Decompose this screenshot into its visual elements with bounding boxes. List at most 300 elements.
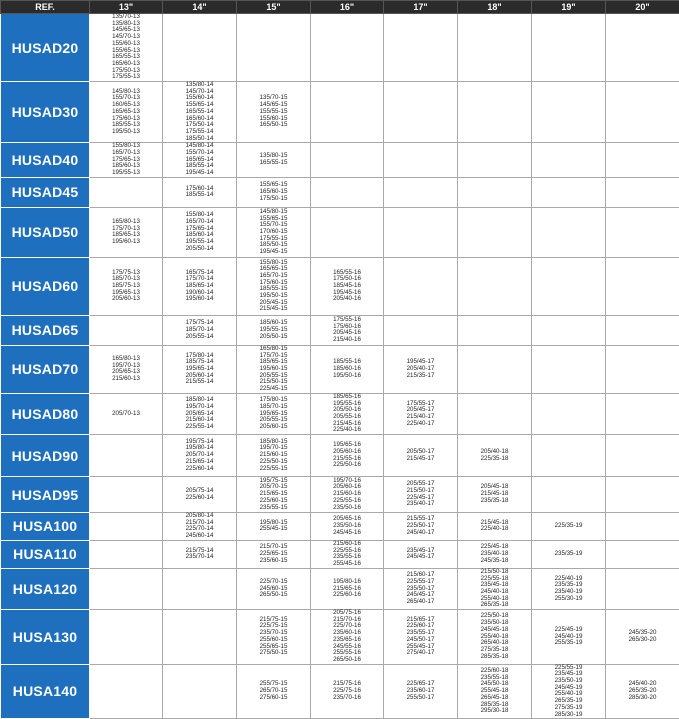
size-cell — [458, 345, 532, 393]
tire-size: 235/60-16 — [311, 630, 383, 637]
tire-size: 265/35-20 — [606, 688, 679, 695]
size-cell — [606, 540, 679, 568]
tire-size: 185/60-13 — [90, 163, 162, 170]
tire-size: 235/45-17 — [384, 548, 457, 555]
size-cell — [532, 207, 606, 257]
tire-size: 225/55-14 — [163, 424, 236, 431]
tire-size: 215/35-17 — [384, 373, 457, 380]
size-column-header: 16" — [311, 1, 384, 14]
size-cell — [237, 393, 311, 434]
tire-size: 195/65-14 — [163, 366, 236, 373]
tire-size: 255/30-19 — [532, 596, 605, 603]
tire-size: 175/55-16 — [311, 317, 383, 324]
tire-size: 275/40-17 — [384, 650, 457, 657]
tire-size: 165/60-15 — [237, 189, 310, 196]
tire-size: 165/55-13 — [90, 54, 162, 61]
tire-size: 195/75-15 — [237, 478, 310, 485]
tire-size: 155/60-15 — [237, 116, 310, 123]
tire-size: 225/40-17 — [384, 421, 457, 428]
tire-size: 265/35-18 — [458, 602, 531, 609]
tire-size: 205/60-16 — [311, 484, 383, 491]
size-cell — [90, 82, 163, 143]
tire-size: 165/80-13 — [90, 356, 162, 363]
tire-size: 205/65-14 — [163, 411, 236, 418]
tire-size: 185/45-16 — [311, 283, 383, 290]
size-cell — [532, 82, 606, 143]
tire-size: 245/40-20 — [606, 681, 679, 688]
tire-size: 205/70-13 — [90, 411, 162, 418]
tire-size: 175/65-14 — [163, 226, 236, 233]
tire-size: 165/70-13 — [90, 150, 162, 157]
tire-size: 185/80-15 — [237, 439, 310, 446]
size-cell — [311, 345, 384, 393]
chart-body — [1, 14, 679, 719]
tire-size: 275/35-19 — [532, 705, 605, 712]
tire-size: 225/40-19 — [532, 576, 605, 583]
size-cell — [163, 540, 237, 568]
tire-size: 225/45-15 — [237, 386, 310, 393]
tire-size: 235/60-17 — [384, 688, 457, 695]
tire-size: 235/35-19 — [532, 551, 605, 558]
tire-size: 225/50-16 — [311, 462, 383, 469]
size-cell — [311, 664, 384, 719]
tire-size: 265/40-17 — [384, 599, 457, 606]
size-cell — [458, 14, 532, 82]
size-cell — [237, 513, 311, 541]
tire-size: 175/70-15 — [237, 353, 310, 360]
tire-size: 175/55-14 — [163, 129, 236, 136]
tire-size: 175/70-14 — [163, 276, 236, 283]
tire-size: 145/70-13 — [90, 34, 162, 41]
tire-size: 205/55-17 — [384, 481, 457, 488]
size-cell — [532, 177, 606, 207]
tire-size: 195/50-16 — [311, 373, 383, 380]
tire-size: 235/65-16 — [311, 637, 383, 644]
tire-size: 175/55-17 — [384, 401, 457, 408]
tire-size: 215/40-16 — [311, 337, 383, 344]
tire-size: 225/55-16 — [311, 548, 383, 555]
tire-size: 205/65-13 — [90, 369, 162, 376]
tire-size: 205/70-14 — [163, 452, 236, 459]
tire-size: 215/45-18 — [458, 520, 531, 527]
tire-size: 215/60-17 — [384, 572, 457, 579]
tire-size: 195/70-16 — [311, 478, 383, 485]
tire-size: 255/65-15 — [237, 644, 310, 651]
tire-size: 235/60-15 — [237, 558, 310, 565]
tire-size: 215/45-18 — [458, 491, 531, 498]
tire-size: 185/55-13 — [90, 122, 162, 129]
tire-size: 205/55-16 — [311, 414, 383, 421]
tire-size: 185/75-13 — [90, 283, 162, 290]
tire-size: 265/50-15 — [237, 592, 310, 599]
tire-size: 165/65-14 — [163, 157, 236, 164]
table-row — [1, 540, 679, 568]
size-cell — [163, 568, 237, 609]
tire-size: 215/60-16 — [311, 541, 383, 548]
tire-size: 205/50-14 — [163, 246, 236, 253]
size-cell — [384, 177, 458, 207]
size-cell — [532, 393, 606, 434]
tire-size: 245/45-17 — [384, 592, 457, 599]
size-cell — [606, 664, 679, 719]
table-row — [1, 477, 679, 513]
tire-size: 245/60-15 — [237, 586, 310, 593]
tire-size: 175/75-13 — [90, 270, 162, 277]
tire-size: 245/35-20 — [606, 630, 679, 637]
tire-size: 205/55-14 — [163, 334, 236, 341]
tire-size: 205/60-15 — [237, 424, 310, 431]
tire-size: 235/40-18 — [458, 551, 531, 558]
tire-size: 185/65-15 — [237, 359, 310, 366]
size-cell — [90, 540, 163, 568]
size-cell — [384, 540, 458, 568]
tire-size: 225/55-16 — [311, 498, 383, 505]
tire-size: 135/70-13 — [90, 14, 162, 21]
ref-code: HUSA120 — [1, 568, 90, 609]
tire-size: 185/65-13 — [90, 232, 162, 239]
size-cell — [237, 345, 311, 393]
size-cell — [90, 513, 163, 541]
tire-size: 205/80-14 — [163, 513, 236, 520]
size-cell — [384, 610, 458, 665]
tire-size: 215/55-16 — [311, 456, 383, 463]
ref-code: HUSAD50 — [1, 207, 90, 257]
size-cell — [163, 177, 237, 207]
tire-size: 205/50-16 — [311, 407, 383, 414]
tire-size: 155/60-14 — [163, 95, 236, 102]
size-cell — [163, 664, 237, 719]
size-cell — [90, 257, 163, 315]
tire-size: 165/55-14 — [163, 109, 236, 116]
tire-size: 235/45-19 — [532, 671, 605, 678]
tire-size: 170/60-15 — [237, 229, 310, 236]
ref-code: HUSA100 — [1, 513, 90, 541]
tire-size: 205/75-16 — [311, 610, 383, 617]
tire-size: 295/30-18 — [458, 708, 531, 715]
size-cell — [458, 540, 532, 568]
size-cell — [237, 540, 311, 568]
tire-size: 225/45-19 — [532, 627, 605, 634]
tire-size: 175/50-14 — [163, 122, 236, 129]
tire-size: 195/80-15 — [237, 520, 310, 527]
size-cell — [90, 477, 163, 513]
tire-size: 235/40-19 — [532, 589, 605, 596]
tire-size: 225/75-15 — [237, 623, 310, 630]
tire-size: 215/45-16 — [311, 421, 383, 428]
tire-size: 225/50-17 — [384, 523, 457, 530]
tire-size: 195/70-14 — [163, 404, 236, 411]
tire-size: 175/70-13 — [90, 226, 162, 233]
ref-code: HUSAD60 — [1, 257, 90, 315]
size-cell — [237, 477, 311, 513]
tire-size: 135/80-13 — [90, 21, 162, 28]
size-cell — [237, 315, 311, 345]
size-cell — [606, 315, 679, 345]
tire-size: 235/55-15 — [237, 505, 310, 512]
size-cell — [237, 610, 311, 665]
tire-size: 225/70-16 — [311, 623, 383, 630]
size-cell — [237, 82, 311, 143]
size-cell — [384, 513, 458, 541]
tire-size: 225/70-14 — [163, 526, 236, 533]
tire-size: 225/55-17 — [384, 579, 457, 586]
tire-size: 155/70-14 — [163, 150, 236, 157]
tire-size: 235/70-16 — [311, 695, 383, 702]
tire-size: 205/40-17 — [384, 366, 457, 373]
tire-size: 285/30-20 — [606, 695, 679, 702]
table-row — [1, 664, 679, 719]
size-cell — [237, 14, 311, 82]
size-cell — [532, 664, 606, 719]
tire-size: 255/60-15 — [237, 637, 310, 644]
tire-size: 175/50-13 — [90, 68, 162, 75]
tire-size: 185/55-14 — [163, 163, 236, 170]
tire-size: 225/55-19 — [532, 665, 605, 672]
size-cell — [90, 14, 163, 82]
tire-size: 160/65-13 — [90, 102, 162, 109]
tire-size: 215/75-16 — [311, 681, 383, 688]
tire-size: 225/45-17 — [384, 495, 457, 502]
tire-size: 235/55-17 — [384, 630, 457, 637]
tire-size: 225/40-18 — [458, 526, 531, 533]
tire-size: 235/50-18 — [458, 620, 531, 627]
tire-size: 255/40-18 — [458, 596, 531, 603]
tire-size: 245/45-16 — [311, 530, 383, 537]
tire-size: 165/65-15 — [237, 266, 310, 273]
size-cell — [311, 435, 384, 477]
tire-size: 185/80-14 — [163, 397, 236, 404]
tire-size: 205/50-17 — [384, 449, 457, 456]
ref-code: HUSAD40 — [1, 143, 90, 178]
tire-size: 235/35-19 — [532, 582, 605, 589]
tire-size: 175/60-16 — [311, 324, 383, 331]
size-cell — [532, 345, 606, 393]
tire-size: 225/50-18 — [458, 613, 531, 620]
table-row — [1, 14, 679, 82]
tire-size: 245/40-17 — [384, 530, 457, 537]
tire-size: 195/55-16 — [311, 401, 383, 408]
tire-size: 185/50-15 — [237, 242, 310, 249]
size-cell — [163, 82, 237, 143]
tire-size: 205/50-15 — [237, 334, 310, 341]
tire-size: 225/55-18 — [458, 576, 531, 583]
size-cell — [532, 477, 606, 513]
tire-size: 225/65-15 — [237, 551, 310, 558]
size-cell — [384, 477, 458, 513]
size-cell — [163, 393, 237, 434]
size-column-header: 20" — [606, 1, 679, 14]
size-cell — [384, 435, 458, 477]
size-cell — [532, 435, 606, 477]
size-cell — [606, 82, 679, 143]
size-cell — [90, 435, 163, 477]
tire-size: 205/70-15 — [237, 484, 310, 491]
tire-size: 195/80-16 — [311, 579, 383, 586]
tire-size: 215/75-14 — [163, 548, 236, 555]
tire-size: 215/60-15 — [237, 452, 310, 459]
tire-size: 185/60-15 — [237, 320, 310, 327]
tire-size: 235/70-15 — [237, 630, 310, 637]
tire-size: 215/55-17 — [384, 516, 457, 523]
ref-code: HUSAD20 — [1, 14, 90, 82]
tire-size: 255/75-15 — [237, 681, 310, 688]
tire-size: 145/80-15 — [237, 209, 310, 216]
tire-size: 185/55-15 — [237, 286, 310, 293]
table-row — [1, 143, 679, 178]
ref-column-header: REF. — [1, 1, 90, 14]
tire-size: 155/80-15 — [237, 260, 310, 267]
tire-size: 145/80-13 — [90, 89, 162, 96]
tire-size: 205/60-14 — [163, 373, 236, 380]
size-cell — [384, 568, 458, 609]
tire-size: 225/35-19 — [532, 523, 605, 530]
table-row — [1, 177, 679, 207]
tire-size: 235/50-16 — [311, 523, 383, 530]
tire-size: 265/40-18 — [458, 640, 531, 647]
tire-size: 185/70-13 — [90, 276, 162, 283]
tire-size: 185/50-14 — [163, 136, 236, 143]
size-cell — [163, 14, 237, 82]
tire-size: 195/80-14 — [163, 445, 236, 452]
size-cell — [532, 143, 606, 178]
size-column-header: 15" — [237, 1, 311, 14]
size-cell — [532, 315, 606, 345]
tire-size: 225/60-16 — [311, 592, 383, 599]
tire-size: 215/50-18 — [458, 569, 531, 576]
tire-size: 215/70-15 — [237, 544, 310, 551]
tire-size: 205/65-16 — [311, 516, 383, 523]
tire-size: 195/60-13 — [90, 239, 162, 246]
size-cell — [237, 177, 311, 207]
tire-size: 135/70-15 — [237, 95, 310, 102]
size-cell — [458, 143, 532, 178]
ref-code: HUSA140 — [1, 664, 90, 719]
size-cell — [311, 14, 384, 82]
tire-size: 195/70-15 — [237, 445, 310, 452]
tire-size: 215/65-17 — [384, 617, 457, 624]
tire-size: 255/45-16 — [311, 561, 383, 568]
tire-size: 185/55-14 — [163, 192, 236, 199]
ref-code: HUSAD45 — [1, 177, 90, 207]
tire-size: 225/60-14 — [163, 495, 236, 502]
size-cell — [606, 207, 679, 257]
tire-size: 175/50-15 — [237, 196, 310, 203]
tire-size: 265/45-18 — [458, 695, 531, 702]
tire-size: 195/55-13 — [90, 170, 162, 177]
tire-size: 155/70-15 — [237, 222, 310, 229]
tire-size: 135/80-15 — [237, 153, 310, 160]
tire-size: 225/35-18 — [458, 456, 531, 463]
tire-size: 235/50-16 — [311, 505, 383, 512]
header-row — [1, 1, 679, 14]
tire-size: 235/55-16 — [311, 554, 383, 561]
size-cell — [311, 82, 384, 143]
size-cell — [163, 345, 237, 393]
tire-size: 195/65-13 — [90, 290, 162, 297]
tire-size: 265/70-15 — [237, 688, 310, 695]
size-cell — [237, 207, 311, 257]
tire-size: 205/55-15 — [237, 417, 310, 424]
size-cell — [606, 513, 679, 541]
size-cell — [606, 345, 679, 393]
size-cell — [163, 257, 237, 315]
tire-size: 185/60-16 — [311, 366, 383, 373]
tire-size: 215/60-14 — [163, 417, 236, 424]
size-cell — [384, 664, 458, 719]
ref-code: HUSAD65 — [1, 315, 90, 345]
tire-size: 255/55-16 — [311, 650, 383, 657]
size-cell — [458, 393, 532, 434]
tire-size: 175/60-13 — [90, 116, 162, 123]
tire-size: 235/55-18 — [458, 675, 531, 682]
tire-size: 265/35-19 — [532, 698, 605, 705]
size-cell — [532, 14, 606, 82]
size-cell — [458, 315, 532, 345]
tire-size: 255/40-18 — [458, 634, 531, 641]
tire-size: 185/55-16 — [311, 359, 383, 366]
tire-size: 255/45-15 — [237, 526, 310, 533]
tire-size: 225/60-14 — [163, 466, 236, 473]
tire-size: 175/60-14 — [163, 186, 236, 193]
size-cell — [532, 610, 606, 665]
ref-code: HUSAD30 — [1, 82, 90, 143]
size-cell — [311, 513, 384, 541]
tire-size: 255/40-19 — [532, 691, 605, 698]
size-cell — [311, 315, 384, 345]
size-cell — [311, 393, 384, 434]
size-cell — [90, 207, 163, 257]
tire-size: 245/45-19 — [532, 685, 605, 692]
size-cell — [384, 345, 458, 393]
tire-size: 225/55-15 — [237, 466, 310, 473]
tire-size: 135/80-14 — [163, 82, 236, 89]
table-row — [1, 568, 679, 609]
size-cell — [606, 14, 679, 82]
tire-size: 205/45-18 — [458, 484, 531, 491]
tire-size: 215/60-13 — [90, 376, 162, 383]
tire-size: 195/60-15 — [237, 366, 310, 373]
tire-size: 195/45-16 — [311, 290, 383, 297]
tire-size: 245/50-18 — [458, 681, 531, 688]
size-cell — [311, 477, 384, 513]
tire-size: 255/45-18 — [458, 688, 531, 695]
size-cell — [458, 207, 532, 257]
table-row — [1, 610, 679, 665]
table-row — [1, 435, 679, 477]
tire-size: 155/80-14 — [163, 212, 236, 219]
tire-size: 175/50-16 — [311, 276, 383, 283]
size-cell — [311, 568, 384, 609]
size-column-header: 14" — [163, 1, 237, 14]
size-cell — [311, 610, 384, 665]
tire-size: 195/65-16 — [311, 442, 383, 449]
tire-size: 215/45-15 — [237, 306, 310, 313]
tire-size: 215/40-17 — [384, 414, 457, 421]
table-row — [1, 207, 679, 257]
tire-size: 285/30-19 — [532, 712, 605, 719]
size-cell — [384, 207, 458, 257]
tire-size: 195/50-15 — [237, 293, 310, 300]
tire-size: 165/70-14 — [163, 219, 236, 226]
size-cell — [458, 513, 532, 541]
tire-size: 185/70-14 — [163, 327, 236, 334]
tire-size: 155/65-15 — [237, 216, 310, 223]
tire-size: 175/55-13 — [90, 74, 162, 81]
table-row — [1, 393, 679, 434]
table-row — [1, 82, 679, 143]
tire-size: 195/70-13 — [90, 363, 162, 370]
tire-size: 225/65-17 — [384, 681, 457, 688]
